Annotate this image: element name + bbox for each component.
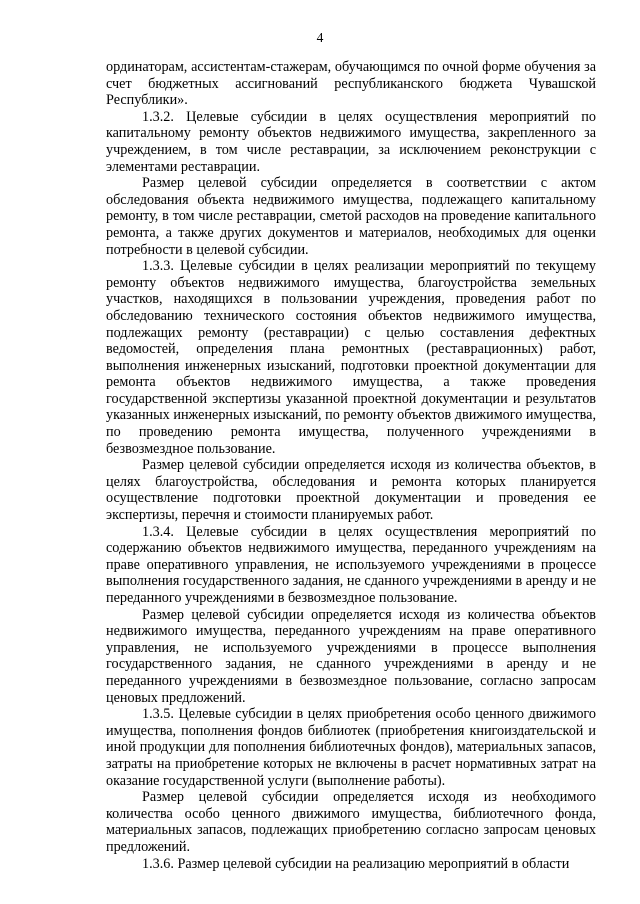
paragraph-1-3-2: 1.3.2. Целевые субсидии в целях осуществления мероприятий по капитальному ремонту объектов недвижимого имущества, закрепленного за учреждением, в том числе реставрации, за исключением реконструкции с элементами реставрации. <box>106 108 596 175</box>
paragraph-1-3-2-subsidy-size: Размер целевой субсидии определяется в соответствии с актом обследования объекта недвижимого имущества, подлежащего капитальному ремонту, в том числе реставрации, сметой расходов на проведение капитального ремонта, а также других документов и материалов, необходимых для оценки потребности в целевой субсидии. <box>106 175 596 258</box>
paragraph-1-3-6: 1.3.6. Размер целевой субсидии на реализацию мероприятий в области <box>142 855 570 872</box>
paragraph-1-3-4-subsidy-size: Размер целевой субсидии определяется исходя из количества объектов недвижимого имущества, переданного учреждениям на праве оперативного управления, не используемого учреждениями в процессе выполнения государственного задания, не сданного учреждениями в аренду и не переданного учреждениями в безвозмездное пользование, согласно запросам ценовых предложений. <box>106 606 596 706</box>
paragraph-1-3-5-subsidy-size: Размер целевой субсидии определяется исходя из необходимого количества особо ценного движимого имущества, библиотечного фонда, материальных запасов, подлежащих приобретению согласно запросам ценовых предложений. <box>106 789 596 855</box>
document-body <box>106 59 596 872</box>
paragraph-1-3-4: 1.3.4. Целевые субсидии в целях осуществления мероприятий по содержанию объектов недвижимого имущества, переданного учреждениям на праве оперативного управления, не используемого учреждениями в процессе выполнения государственного задания, не сданного учреждениями в аренду и не переданного учреждениями в безвозмездное пользование. <box>106 523 596 606</box>
paragraph-1-3-5: 1.3.5. Целевые субсидии в целях приобретения особо ценного движимого имущества, пополнения фондов библиотек (приобретения книгоиздательской и иной продукции для пополнения библиотечных фондов), материальных запасов, затраты на приобретение которых не включены в расчет нормативных затрат на оказание государственной услуги (выполнение работы). <box>106 706 596 789</box>
page-number: 4 <box>316 30 324 45</box>
paragraph-1-3-3-subsidy-size: Размер целевой субсидии определяется исходя из количества объектов, в целях благоустройства, обследования и ремонта которых планируется осуществление подготовки проектной документации и проведения ее экспертизы, перечня и стоимости планируемых работ. <box>106 457 596 524</box>
paragraph-1-3-3: 1.3.3. Целевые субсидии в целях реализации мероприятий по текущему ремонту объектов недвижимого имущества, благоустройства земельных участков, находящихся в пользовании учреждения, проведения работ по обследованию технического состояния объектов недвижимого имущества, подлежащих ремонту (реставрации) с целью составления дефектных ведомостей, определения плана ремонтных (реставрационных) работ, выполнения инженерных изысканий, подготовки проектной документации для ремонта объектов недвижимого имущества, а также проведения государственной экспертизы указанной проектной документации и результатов указанных инженерных изысканий, по ремонту объектов движимого имущества, по проведению ремонта имущества, полученного учреждениями в безвозмездное пользование. <box>106 258 596 457</box>
paragraph-continuation: ординаторам, ассистентам-стажерам, обучающимся по очной форме обучения за счет бюджетных ассигнований республиканского бюджета Чувашской Республики». <box>106 59 596 109</box>
